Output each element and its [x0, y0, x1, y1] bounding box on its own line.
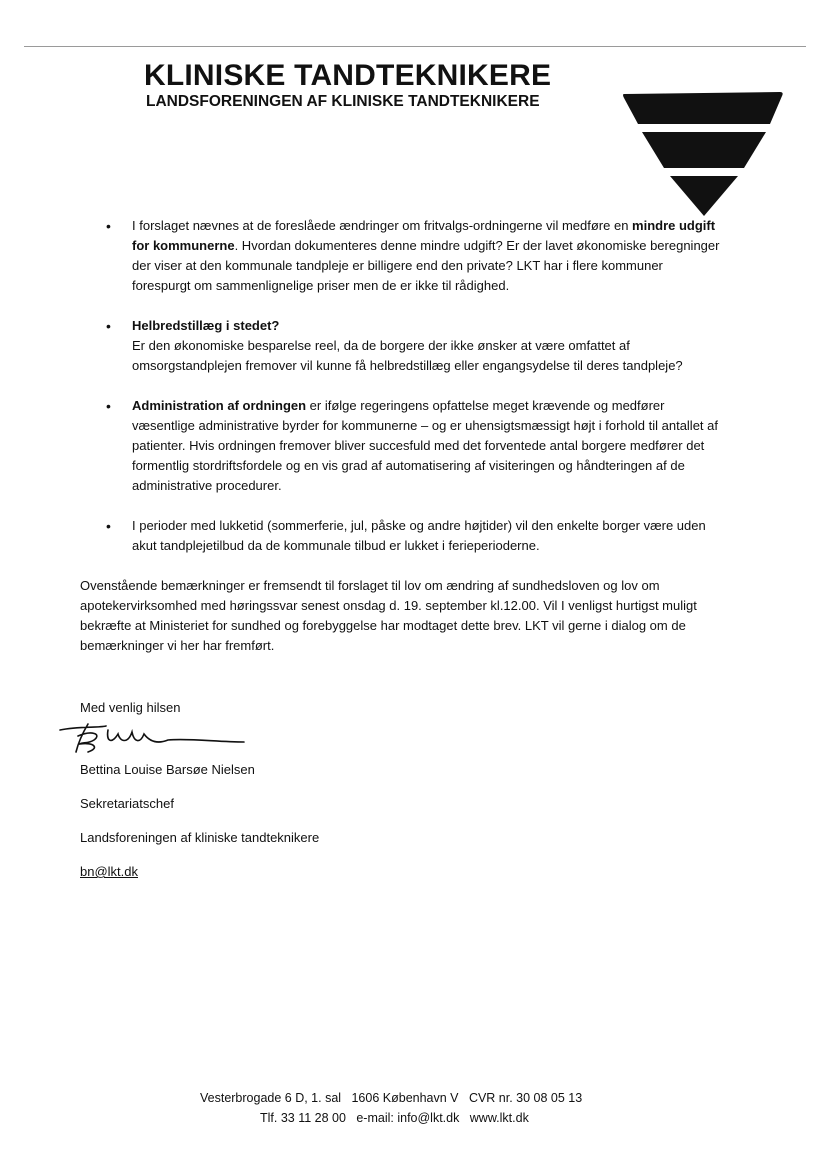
header-rule: [24, 46, 806, 47]
org-title: KLINISKE TANDTEKNIKERE: [144, 59, 552, 92]
remarks-list: [80, 216, 720, 556]
signer-title: Sekretariatschef: [80, 796, 174, 811]
signer-email-link[interactable]: bn@lkt.dk: [80, 864, 138, 879]
signature-area: [80, 718, 720, 760]
footer-cvr: CVR nr. 30 08 05 13: [468, 1091, 583, 1105]
org-subtitle: LANDSFORENINGEN AF KLINISKE TANDTEKNIKERE: [146, 93, 540, 110]
logo-band-bottom: [670, 176, 738, 216]
handwritten-signature: [58, 720, 248, 756]
lkt-logo-triangles: [620, 88, 786, 218]
list-item: • I forslaget nævnes at de foreslåede ændringer om fritvalgs-ordningerne vil medføre en mindre udgift for kommunerne. Hvordan dokumenteres denne mindre udgift? Er der lavet økonomiske beregninger der viser at den kommunale tandpleje er billigere end den private? LKT har i flere kommuner forespurgt om sammenlignelige priser men de er ikke til rådighed.: [80, 216, 720, 296]
footer-address: Vesterbrogade 6 D, 1. sal: [200, 1091, 342, 1105]
letter-body: [80, 216, 720, 894]
emphasis: Helbredstillæg i stedet?: [132, 318, 280, 333]
summary-paragraph: Ovenstående bemærkninger er fremsendt til forslaget til lov om ændring af sundhedsloven og lov om apotekervirksomhed med høringssvar senest onsdag d. 19. september kl.12.00. Vil I venligst hurtigst muligt bekræfte at Ministeriet for sundhed og forebyggelse har modtaget dette brev. LKT vil gerne i dialog om de bemærkninger vi her har fremført.: [80, 578, 697, 653]
footer-website: www.lkt.dk: [469, 1111, 529, 1125]
list-item: • Administration af ordningen er ifølge regeringens opfattelse meget krævende og medfører væsentlige administrative byrder for kommunerne – og er uhensigtsmæssigt højt i forhold til antallet af patienter. Hvis ordningen fremover bliver succesfuld med det forventede antal borgere medfører det formentlig stordriftsfordele og en vis grad af automatisering af visiteringen og håndteringen af de administrative procedurer.: [80, 396, 720, 496]
list-item: • I perioder med lukketid (sommerferie, jul, påske og andre højtider) vil den enkelte borger være uden akut tandplejetilbud da de kommunale tilbud er lukket i ferieperioderne.: [80, 516, 720, 556]
list-item: • Helbredstillæg i stedet? Er den økonomiske besparelse reel, da de borgere der ikke ønsker at være omfattet af omsorgstandplejen fremover vil kunne få helbredstillæg eller engangsydelse til deres tandpleje?: [80, 316, 720, 376]
logo-band-top: [623, 92, 783, 124]
emphasis: mindre udgift for kommunerne: [132, 218, 716, 253]
footer-contact: [200, 1088, 620, 1128]
footer-phone: Tlf. 33 11 28 00: [260, 1111, 346, 1125]
emphasis: Administration af ordningen: [132, 398, 307, 413]
logo-band-middle: [642, 132, 766, 168]
closing-greeting: Med venlig hilsen: [80, 700, 181, 715]
footer-email: e-mail: info@lkt.dk: [356, 1111, 460, 1125]
footer-city: 1606 København V: [351, 1091, 459, 1105]
signer-name: Bettina Louise Barsøe Nielsen: [80, 762, 255, 777]
signer-organization: Landsforeningen af kliniske tandteknikere: [80, 830, 320, 845]
